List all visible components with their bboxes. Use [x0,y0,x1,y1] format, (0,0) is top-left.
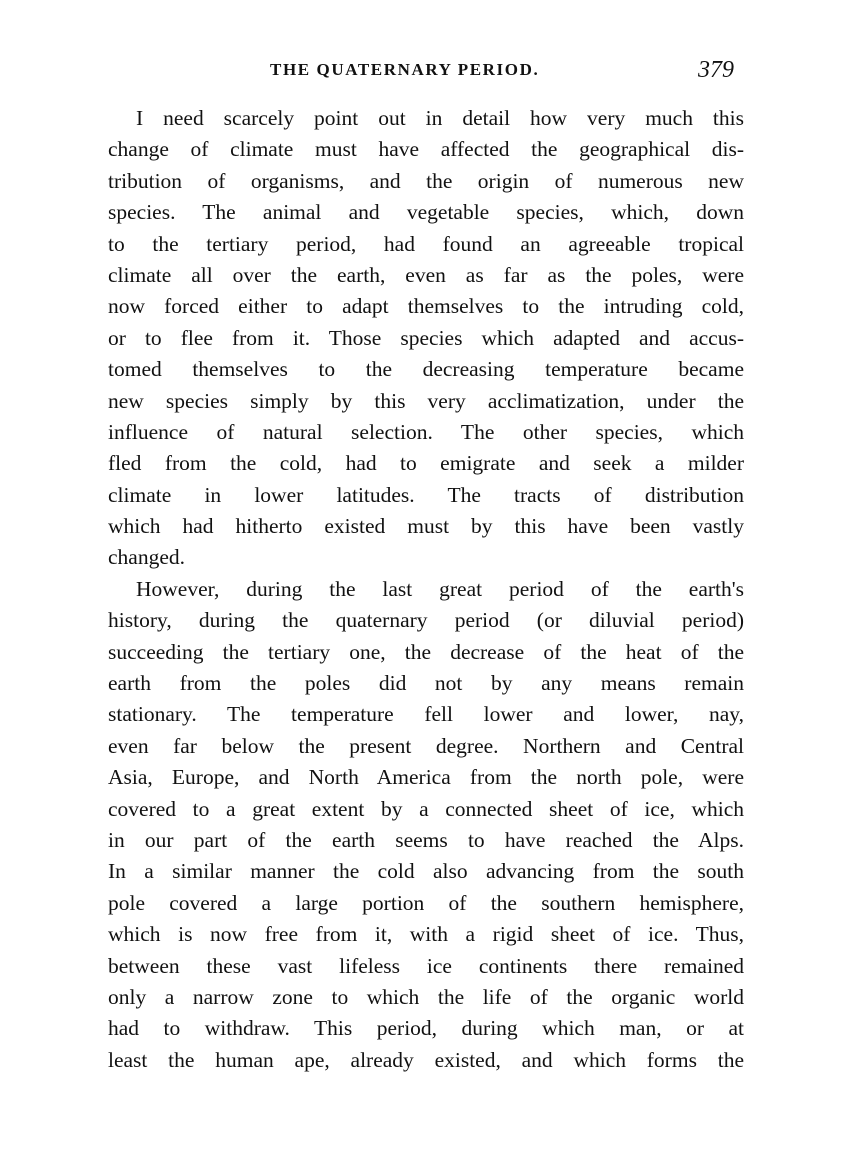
text-line: only a narrow zone to which the life of the organic world [108,984,744,1009]
text-line: pole covered a large portion of the southern hemisphere, [108,890,744,915]
text-line: to the tertiary period, had found an agreeable tropical [108,231,744,256]
text-line: stationary. The temperature fell lower and lower, nay, [108,702,744,727]
text-line: climate in lower latitudes. The tracts of distribution [108,482,744,507]
text-line: now forced either to adapt themselves to the intruding cold, [108,294,744,319]
text-line: covered to a great extent by a connected sheet of ice, which [108,796,744,821]
text-line: which had hitherto existed must by this have been vastly [108,514,744,539]
text-line: tribution of organisms, and the origin of numerous new [108,168,744,193]
text-line: changed. [108,545,186,570]
text-line: influence of natural selection. The other species, which [108,419,744,444]
body-text [108,103,744,1076]
text-line: earth from the poles did not by any means remain [108,671,744,696]
running-head: THE QUATERNARY PERIOD. [270,60,540,79]
text-line: even far below the present degree. Northern and Central [108,733,744,758]
text-line: tomed themselves to the decreasing temperature became [108,357,744,382]
text-line: I need scarcely point out in detail how very much this [136,106,744,130]
text-line: between these vast lifeless ice continents there remained [108,953,744,978]
text-line: history, during the quaternary period (or diluvial period) [108,608,744,633]
text-line: or to flee from it. Those species which adapted and accus- [108,325,744,350]
paragraph [108,574,744,1076]
text-line: succeeding the tertiary one, the decrease of the heat of the [108,639,744,664]
text-line: climate all over the earth, even as far as the poles, were [108,262,744,287]
text-line: which is now free from it, with a rigid sheet of ice. Thus, [108,922,744,947]
text-line: fled from the cold, had to emigrate and seek a milder [108,451,744,476]
text-line: change of climate must have affected the geographical dis- [108,137,744,162]
paragraph [108,103,744,574]
text-line: least the human ape, already existed, and which forms the [108,1047,744,1072]
text-line: However, during the last great period of the earth's [136,576,744,601]
text-line: Asia, Europe, and North America from the north pole, were [108,765,744,790]
text-line: new species simply by this very acclimatization, under the [108,388,744,413]
page-number: 379 [698,57,734,83]
text-line: In a similar manner the cold also advancing from the south [108,859,744,884]
text-line: had to withdraw. This period, during which man, or at [108,1016,744,1041]
text-line: species. The animal and vegetable species, which, down [108,200,744,225]
text-line: in our part of the earth seems to have reached the Alps. [108,827,744,852]
